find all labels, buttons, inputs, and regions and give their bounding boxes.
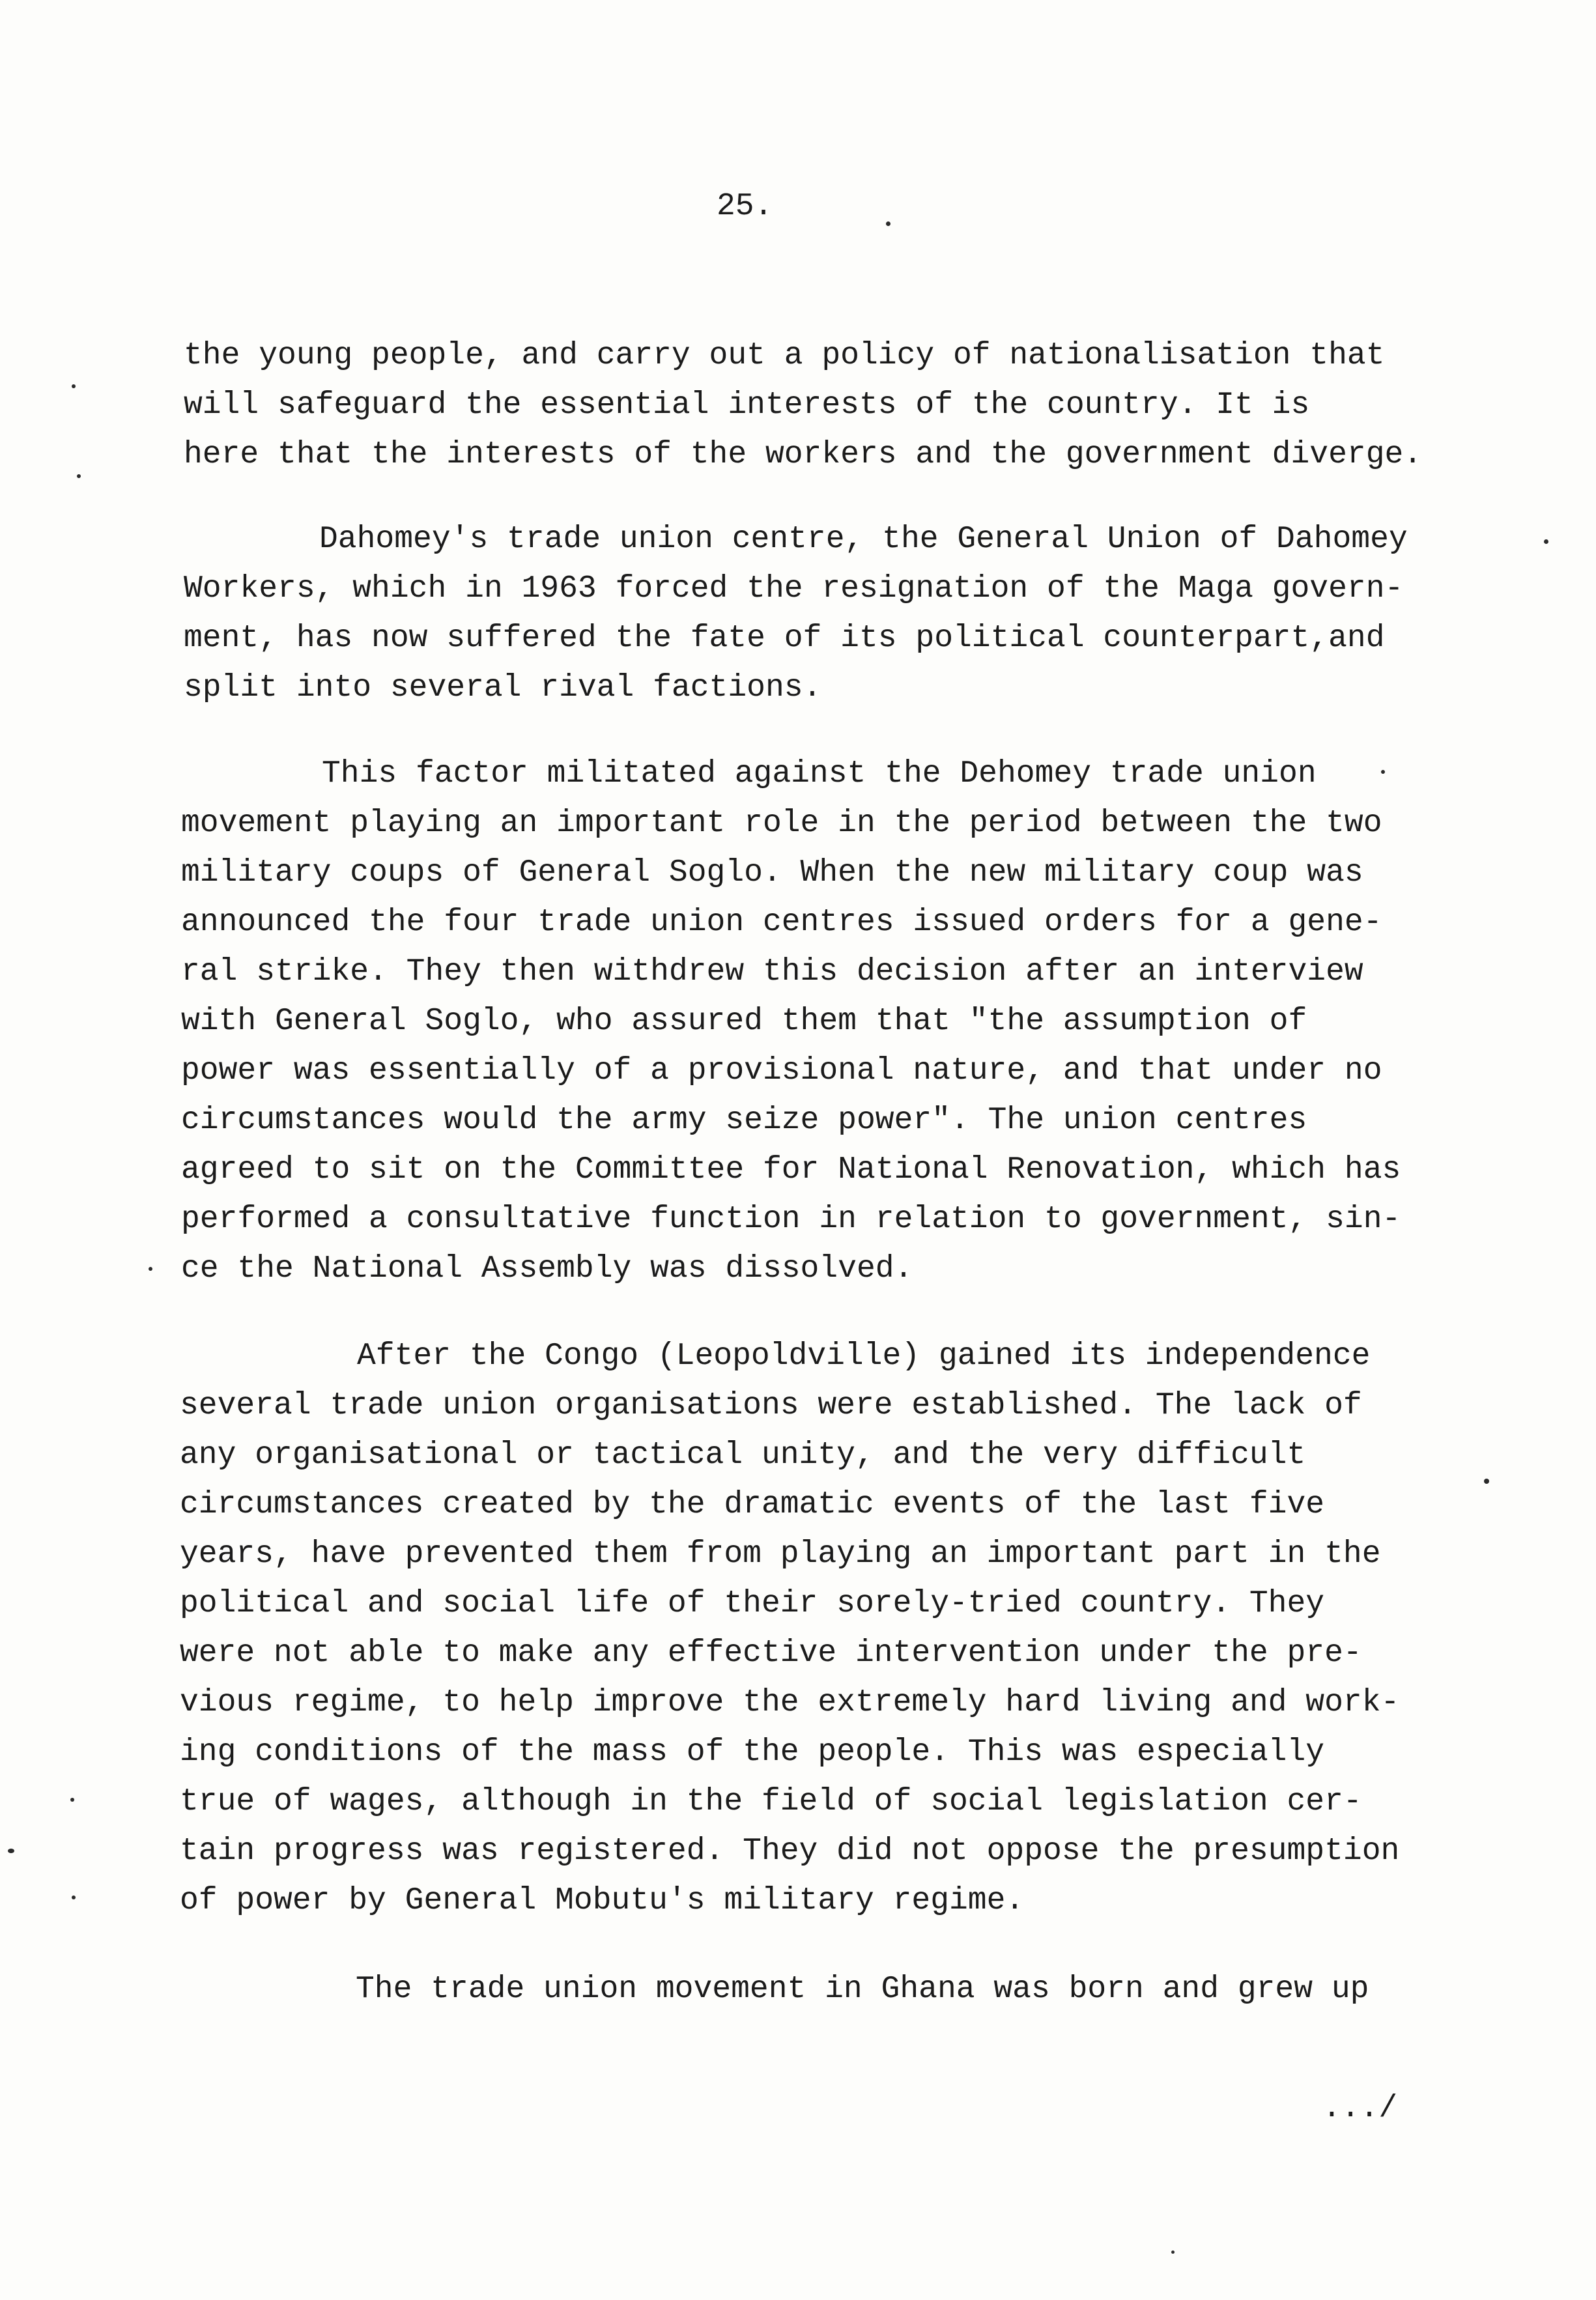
continuation-mark: .../ — [1322, 2091, 1398, 2126]
text-line: The trade union movement in Ghana was born and grew up — [356, 1972, 1369, 2007]
text-line: performed a consultative function in relation to government, sin- — [181, 1202, 1401, 1237]
text-line: circumstances created by the dramatic events of the last five — [180, 1487, 1325, 1522]
scan-speck — [1171, 2250, 1175, 2254]
text-line: ral strike. They then withdrew this decision after an interview — [181, 954, 1363, 989]
scan-speck — [1544, 539, 1548, 544]
text-line: announced the four trade union centres issued orders for a gene- — [181, 905, 1382, 940]
scan-speck — [77, 474, 81, 478]
text-line: political and social life of their sorely-tried country. They — [180, 1586, 1325, 1621]
text-line: movement playing an important role in the period between the two — [181, 806, 1382, 841]
scan-speck — [1484, 1479, 1489, 1484]
text-line: military coups of General Soglo. When the new military coup was — [181, 855, 1363, 890]
scan-speck — [72, 1895, 76, 1899]
text-line: circumstances would the army seize power". The union centres — [181, 1103, 1307, 1138]
text-line: the young people, and carry out a policy of nationalisation that — [184, 338, 1385, 373]
text-line: several trade union organisations were established. The lack of — [180, 1388, 1362, 1423]
scan-speck — [70, 1798, 74, 1802]
text-line: After the Congo (Leopoldville) gained its independence — [357, 1339, 1371, 1374]
scan-speck — [72, 384, 76, 388]
text-line: will safeguard the essential interests of the country. It is — [184, 388, 1310, 423]
text-line: years, have prevented them from playing an important part in the — [180, 1537, 1381, 1572]
text-line: Workers, which in 1963 forced the resignation of the Maga govern- — [184, 571, 1404, 606]
scan-speck — [8, 1849, 14, 1853]
text-line: ce the National Assembly was dissolved. — [181, 1251, 913, 1286]
text-line: vious regime, to help improve the extremely hard living and work- — [180, 1685, 1400, 1720]
text-line: This factor militated against the Dehomey trade union — [322, 756, 1317, 791]
scan-speck — [149, 1267, 152, 1271]
scan-speck — [1381, 770, 1385, 774]
text-line: tain progress was registered. They did not oppose the presumption — [180, 1834, 1400, 1869]
text-line: any organisational or tactical unity, and the very difficult — [180, 1438, 1306, 1473]
scan-speck — [886, 221, 891, 226]
text-line: with General Soglo, who assured them that "the assumption of — [181, 1004, 1307, 1039]
text-line: ing conditions of the mass of the people. This was especially — [180, 1735, 1325, 1770]
text-line: of power by General Mobutu's military regime. — [180, 1883, 1025, 1918]
text-line: here that the interests of the workers and the government diverge. — [184, 437, 1423, 472]
text-line: true of wages, although in the field of social legislation cer- — [180, 1784, 1362, 1819]
text-line: split into several rival factions. — [184, 670, 822, 705]
text-line: power was essentially of a provisional nature, and that under no — [181, 1053, 1382, 1088]
text-line: ment, has now suffered the fate of its political counterpart,and — [184, 621, 1385, 656]
page-number: 25. — [717, 189, 773, 224]
text-line: agreed to sit on the Committee for National Renovation, which has — [181, 1152, 1401, 1187]
text-line: Dahomey's trade union centre, the General Union of Dahomey — [319, 522, 1408, 557]
text-line: were not able to make any effective intervention under the pre- — [180, 1636, 1362, 1671]
